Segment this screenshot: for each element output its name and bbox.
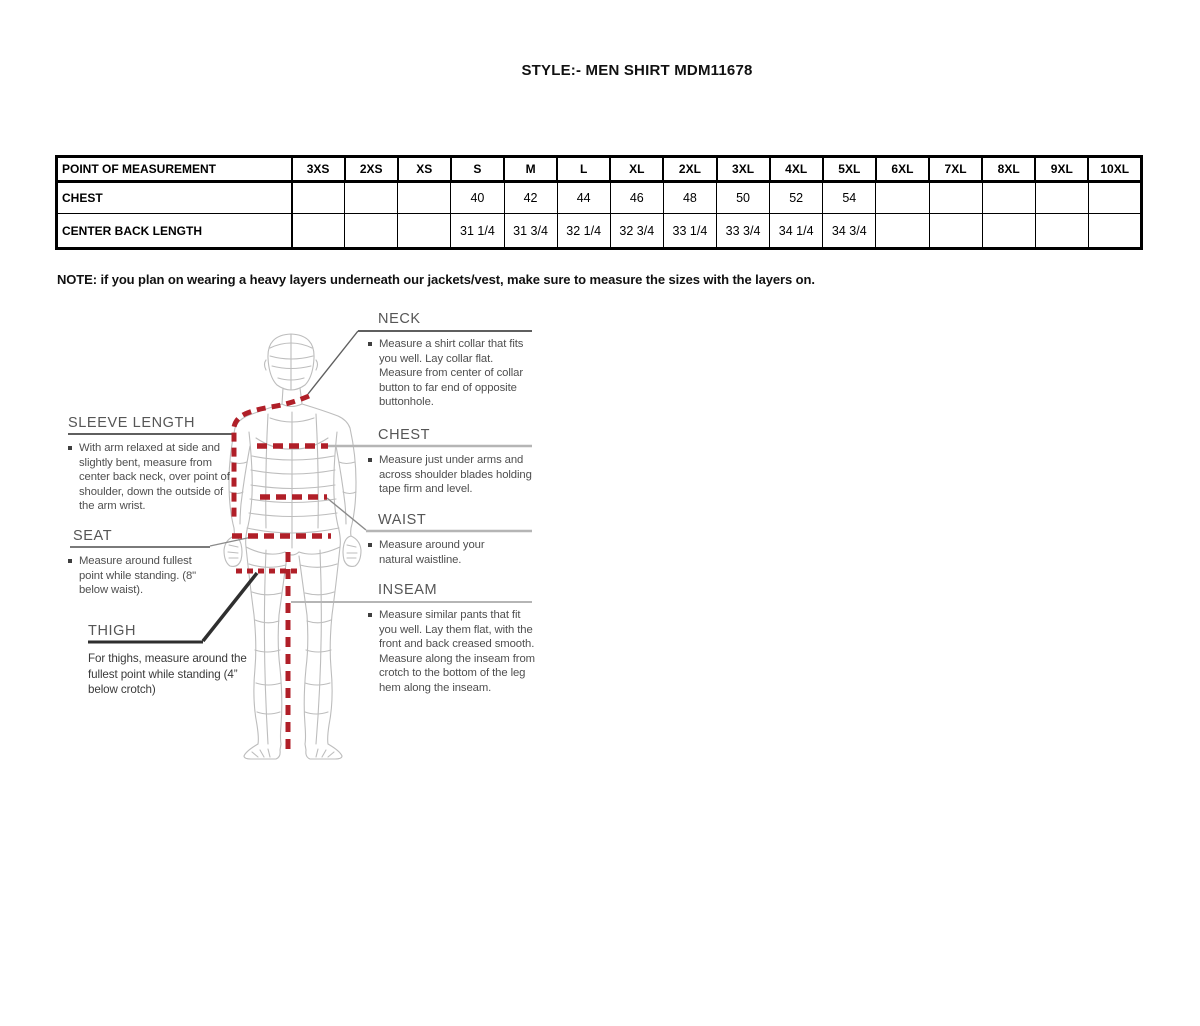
- neck-leader-line: [308, 331, 358, 394]
- table-header-size: 9XL: [1035, 157, 1088, 182]
- table-cell: [929, 214, 982, 249]
- table-cell: [982, 182, 1035, 214]
- seat-label: SEAT: [73, 528, 113, 544]
- table-cell: 33 3/4: [717, 214, 770, 249]
- table-row-center-back-length: [57, 214, 1142, 249]
- bullet-square-icon: [368, 458, 372, 462]
- table-cell: [1088, 182, 1141, 214]
- table-header-point-of-measurement: POINT OF MEASUREMENT: [57, 157, 292, 182]
- table-header-size: XL: [610, 157, 663, 182]
- table-row-chest: [57, 182, 1142, 214]
- table-cell: [876, 214, 929, 249]
- neck-label: NECK: [378, 311, 421, 327]
- waist-description: Measure around your natural waistline.: [379, 539, 485, 566]
- bullet-square-icon: [368, 342, 372, 346]
- inseam-description: Measure similar pants that fit you well. Lay them flat, with the front and back creased smooth. Measure along the inseam from crotch to the bottom of the leg hem along the inseam.: [379, 609, 535, 694]
- table-cell: [982, 214, 1035, 249]
- table-cell: [1088, 214, 1141, 249]
- table-cell: 40: [451, 182, 504, 214]
- note-text: NOTE: if you plan on wearing a heavy layers underneath our jackets/vest, make sure to measure the sizes with the layers on.: [57, 272, 815, 287]
- table-cell: 44: [557, 182, 610, 214]
- inseam-callout: [368, 582, 536, 695]
- table-cell: [398, 182, 451, 214]
- table-header-size: 2XS: [345, 157, 398, 182]
- table-cell: [345, 182, 398, 214]
- table-cell: [876, 182, 929, 214]
- sleeve-length-label: SLEEVE LENGTH: [68, 415, 196, 431]
- table-header-size: 3XS: [292, 157, 345, 182]
- waist-leader-line: [327, 498, 366, 530]
- table-header-size: 5XL: [823, 157, 876, 182]
- table-cell: 50: [717, 182, 770, 214]
- measurement-table: [55, 155, 1143, 250]
- table-header-size: 10XL: [1088, 157, 1141, 182]
- table-header-size: XS: [398, 157, 451, 182]
- chest-callout: [368, 427, 538, 497]
- table-cell: 46: [610, 182, 663, 214]
- chest-description: Measure just under arms and across shoulder blades holding tape firm and level.: [379, 454, 532, 495]
- table-header-row: [57, 157, 1142, 182]
- seat-callout: [68, 528, 213, 598]
- table-row-label: CENTER BACK LENGTH: [57, 214, 292, 249]
- seat-description: Measure around fullest point while standing. (8" below waist).: [79, 555, 197, 596]
- table-cell: 34 1/4: [770, 214, 823, 249]
- table-header-size: 8XL: [982, 157, 1035, 182]
- table-header-size: 6XL: [876, 157, 929, 182]
- bullet-square-icon: [368, 613, 372, 617]
- bullet-square-icon: [368, 543, 372, 547]
- table-cell: 31 1/4: [451, 214, 504, 249]
- table-cell: 32 1/4: [557, 214, 610, 249]
- bullet-square-icon: [68, 559, 72, 563]
- table-cell: [292, 182, 345, 214]
- table-cell: [1035, 182, 1088, 214]
- table-cell: [929, 182, 982, 214]
- table-cell: 54: [823, 182, 876, 214]
- table-header-size: 2XL: [663, 157, 716, 182]
- chest-label: CHEST: [378, 427, 431, 443]
- sleeve-length-callout: [68, 415, 233, 514]
- table-header-size: 4XL: [770, 157, 823, 182]
- table-cell: [292, 214, 345, 249]
- table-cell: [1035, 214, 1088, 249]
- page-title: STYLE:- MEN SHIRT MDM11678: [521, 62, 753, 79]
- table-cell: 48: [663, 182, 716, 214]
- thigh-description: For thighs, measure around the fullest point while standing (4” below crotch): [88, 652, 247, 696]
- table-cell: 33 1/4: [663, 214, 716, 249]
- table-header-size: L: [557, 157, 610, 182]
- table-header-size: 3XL: [717, 157, 770, 182]
- table-cell: 32 3/4: [610, 214, 663, 249]
- neck-sleeve-measure-line: [234, 396, 309, 522]
- thigh-label: THIGH: [88, 623, 137, 639]
- bullet-square-icon: [68, 446, 72, 450]
- table-row-label: CHEST: [57, 182, 292, 214]
- seat-leader-line: [210, 537, 252, 546]
- table-header-size: S: [451, 157, 504, 182]
- table-cell: 31 3/4: [504, 214, 557, 249]
- table-header-size: 7XL: [929, 157, 982, 182]
- table-cell: 52: [770, 182, 823, 214]
- neck-callout: [368, 311, 532, 410]
- neck-description: Measure a shirt collar that fits you well. Lay collar flat. Measure from center of collar button to far end of opposite buttonhole.: [379, 338, 524, 408]
- sleeve-length-description: With arm relaxed at side and slightly bent, measure from center back neck, over point of shoulder, down the outside of the arm wrist.: [79, 442, 230, 512]
- table-cell: [345, 214, 398, 249]
- table-cell: [398, 214, 451, 249]
- table-cell: 42: [504, 182, 557, 214]
- waist-callout: [368, 512, 513, 567]
- thigh-callout: [88, 623, 263, 698]
- measurement-lines: [232, 396, 331, 752]
- inseam-label: INSEAM: [378, 582, 438, 598]
- table-cell: 34 3/4: [823, 214, 876, 249]
- waist-label: WAIST: [378, 512, 427, 528]
- table-header-size: M: [504, 157, 557, 182]
